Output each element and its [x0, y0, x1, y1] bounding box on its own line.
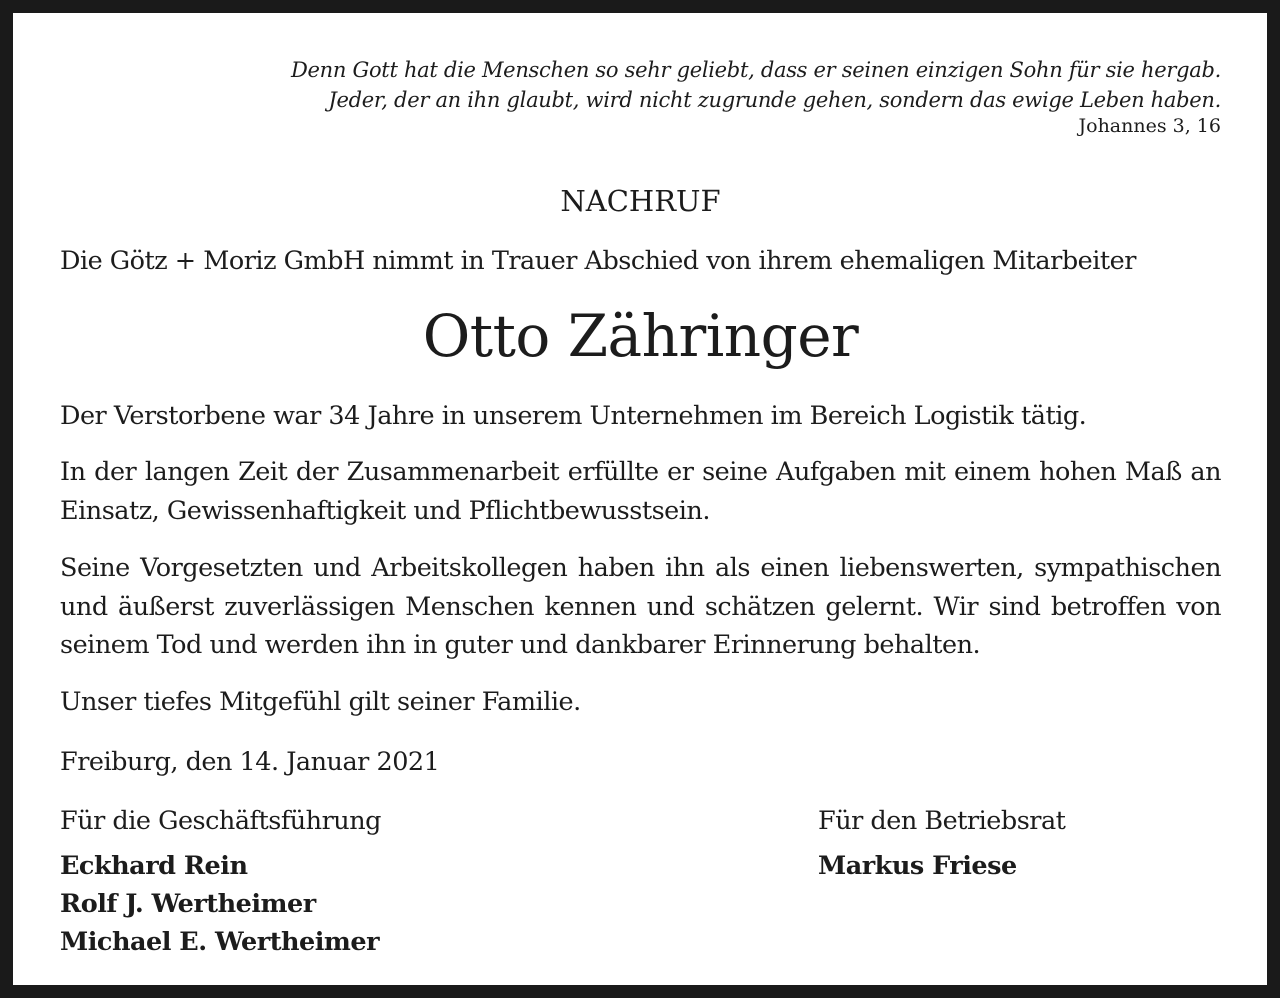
- verse-line-2: Jeder, der an ihn glaubt, wird nicht zugrunde gehen, sondern das ewige Leben haben.: [328, 88, 1221, 112]
- verse-line-1: Denn Gott hat die Menschen so sehr geliebt, dass er seinen einzigen Sohn für sie hergab.: [291, 58, 1221, 82]
- paragraph-condolence: Unser tiefes Mitgefühl gilt seiner Familie.: [60, 687, 581, 717]
- paragraph-service: In der langen Zeit der Zusammenarbeit erfüllte er seine Aufgaben mit einem hohen Maß an Einsatz, Gewissenhaftigkeit und Pflichtbewusstsein.: [60, 457, 1221, 526]
- signature-works-council: [818, 801, 1065, 885]
- place-date: Freiburg, den 14. Januar 2021: [60, 747, 440, 777]
- signature-management-label: Für die Geschäftsführung: [60, 806, 381, 836]
- intro-text: Die Götz + Moriz GmbH nimmt in Trauer Abschied von ihrem ehemaligen Mitarbeiter: [60, 246, 1136, 276]
- paragraph-colleagues: Seine Vorgesetzten und Arbeitskollegen haben ihn als einen liebenswerten, sympathischen und äußerst zuverlässigen Menschen kennen und schätzen gelernt. Wir sind betroffen von seinem Tod und werden ihn in guter und dankbarer Erinnerung behalten.: [60, 553, 1221, 660]
- signature-works-council-label: Für den Betriebsrat: [818, 806, 1066, 836]
- signatory-name: Michael E. Wertheimer: [60, 927, 380, 957]
- signatory-name: Eckhard Rein: [60, 851, 248, 881]
- paragraph-tenure: Der Verstorbene war 34 Jahre in unserem Unternehmen im Bereich Logistik tätig.: [60, 401, 1087, 431]
- bible-verse: [221, 55, 1221, 115]
- signature-management: [60, 801, 381, 961]
- signatory-name: Markus Friese: [818, 851, 1017, 881]
- obituary-heading: NACHRUF: [560, 184, 721, 218]
- deceased-name: Otto Zähringer: [422, 302, 859, 370]
- signatory-name: Rolf J. Wertheimer: [60, 889, 316, 919]
- verse-reference: Johannes 3, 16: [1078, 115, 1221, 137]
